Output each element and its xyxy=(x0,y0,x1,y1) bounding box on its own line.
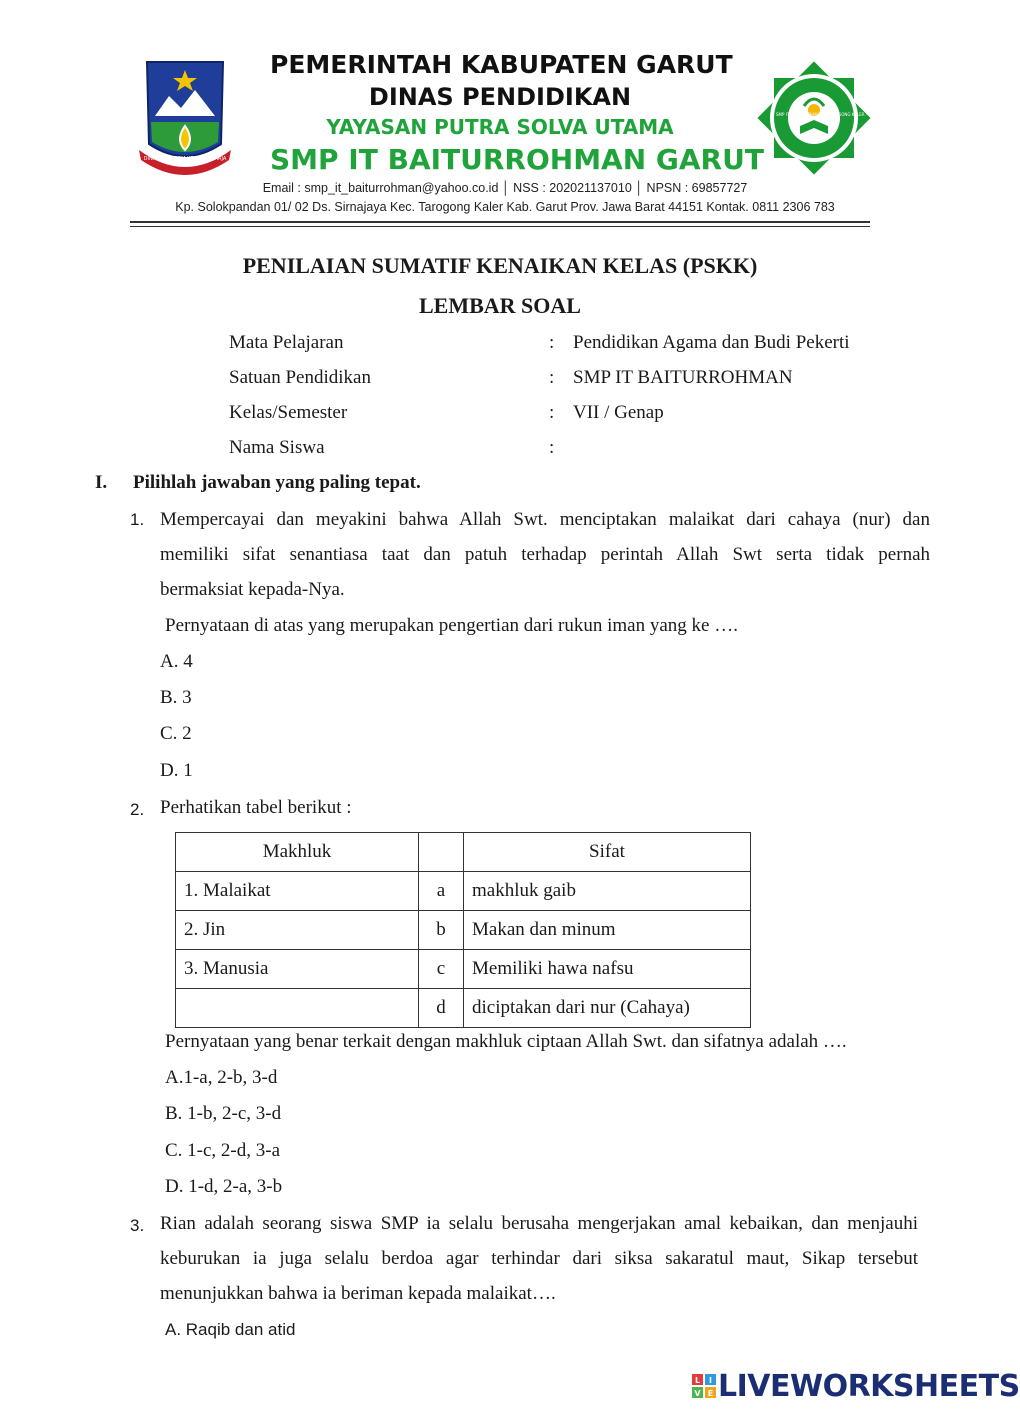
table-cell: c xyxy=(419,950,464,989)
question-number: 1. xyxy=(130,510,145,529)
section-numeral: I. xyxy=(95,472,108,493)
table-cell: 1. Malaikat xyxy=(176,872,419,911)
question-text-line: Rian adalah seorang siswa SMP ia selalu berusaha mengerjakan amal kebaikan, dan menjauhi xyxy=(160,1213,918,1234)
question-2-prompt: Pernyataan yang benar terkait dengan makhluk ciptaan Allah Swt. dan sifatnya adalah …. xyxy=(165,1031,847,1052)
question-1-prompt: Pernyataan di atas yang merupakan pengertian dari rukun iman yang ke …. xyxy=(165,615,738,636)
question-number: 3. xyxy=(130,1216,145,1235)
answer-option[interactable]: D. 1 xyxy=(160,760,193,781)
school-emblem-ring-text: SMP IT BAITURROHMAN · TAROGONG KALER · GARUT xyxy=(776,112,883,117)
table-header-row xyxy=(176,833,751,872)
question-3-text xyxy=(160,1206,918,1311)
student-name-field[interactable] xyxy=(573,437,853,461)
question-text-line: memiliki sifat senantiasa taat dan patuh terhadap perintah Allah Swt serta tidak pernah xyxy=(160,544,930,565)
answer-option[interactable]: A. Raqib dan atid xyxy=(165,1320,296,1339)
answer-option[interactable]: D. 1-d, 2-a, 3-b xyxy=(165,1176,283,1197)
answer-option[interactable]: C. 2 xyxy=(160,723,192,744)
table-cell: d xyxy=(419,989,464,1028)
table-cell: diciptakan dari nur (Cahaya) xyxy=(464,989,751,1028)
question-2-intro: Perhatikan tabel berikut : xyxy=(160,797,352,818)
letterhead-address-line: Kp. Solokpandan 01/ 02 Ds. Sirnajaya Kec. Tarogong Kaler Kab. Garut Prov. Jawa Barat 44151 Kontak. 0811 2306 783 xyxy=(175,200,835,214)
table-row xyxy=(176,950,751,989)
table-cell: Makan dan minum xyxy=(464,911,751,950)
table-row xyxy=(176,911,751,950)
letterhead-rule-thick xyxy=(130,221,870,223)
info-value-class: VII / Genap xyxy=(573,402,664,423)
question-text-line: keburukan ia juga selalu berdoa agar terhindar dari siksa sakaratul maut, Sikap tersebut xyxy=(160,1248,918,1269)
table-row xyxy=(176,872,751,911)
info-colon: : xyxy=(549,332,555,353)
info-label: Kelas/Semester xyxy=(229,402,348,423)
question-text-line: Mempercayai dan meyakini bahwa Allah Swt. menciptakan malaikat dari cahaya (nur) dan xyxy=(160,509,930,530)
table-cell: makhluk gaib xyxy=(464,872,751,911)
letterhead-department: DINAS PENDIDIKAN xyxy=(368,83,632,111)
answer-option[interactable]: A. 4 xyxy=(160,651,193,672)
table-cell: 3. Manusia xyxy=(176,950,419,989)
badge-letter: E xyxy=(707,1389,714,1398)
liveworksheets-watermark: LIVEWORKSHEETS xyxy=(718,1369,1020,1404)
question-1-text xyxy=(160,502,930,607)
question-text-line: bermaksiat kepada-Nya. xyxy=(160,579,345,600)
table-cell: 2. Jin xyxy=(176,911,419,950)
exam-title: PENILAIAN SUMATIF KENAIKAN KELAS (PSKK) xyxy=(242,253,758,278)
info-colon: : xyxy=(549,437,555,458)
table-cell: a xyxy=(419,872,464,911)
letterhead-government: PEMERINTAH KABUPATEN GARUT xyxy=(270,50,733,79)
table-row xyxy=(176,989,751,1028)
letterhead-contact-line: Email : smp_it_baiturrohman@yahoo.co.id │ NSS : 202021137010 │ NPSN : 69857727 xyxy=(262,181,748,195)
table-header-cell: Sifat xyxy=(464,833,751,872)
info-label: Mata Pelajaran xyxy=(229,332,344,353)
section-instruction: Pilihlah jawaban yang paling tepat. xyxy=(133,472,421,493)
crest-banner-motto: DINA TENGTREM KERTA RAHARJA xyxy=(143,156,227,162)
question-text-line: menunjukkan bahwa ia beriman kepada malaikat…. xyxy=(160,1283,556,1304)
info-value-school: SMP IT BAITURROHMAN xyxy=(573,367,793,388)
badge-letter: L xyxy=(694,1376,701,1385)
badge-letter: V xyxy=(694,1389,701,1398)
table-cell: Memiliki hawa nafsu xyxy=(464,950,751,989)
question-number: 2. xyxy=(130,800,145,819)
answer-option[interactable]: C. 1-c, 2-d, 3-a xyxy=(165,1140,281,1161)
table-cell: b xyxy=(419,911,464,950)
letterhead-school-name: SMP IT BAITURROHMAN GARUT xyxy=(270,143,764,176)
table-header-cell xyxy=(419,833,464,872)
exam-subtitle: LEMBAR SOAL xyxy=(419,293,581,318)
answer-option[interactable]: A.1-a, 2-b, 3-d xyxy=(165,1067,278,1088)
info-colon: : xyxy=(549,402,555,423)
answer-option[interactable]: B. 1-b, 2-c, 3-d xyxy=(165,1103,282,1124)
answer-option[interactable]: B. 3 xyxy=(160,687,192,708)
info-label: Nama Siswa xyxy=(229,437,325,458)
letterhead-rule-thin xyxy=(130,226,870,227)
liveworksheets-badge xyxy=(692,1374,716,1398)
letterhead-foundation: YAYASAN PUTRA SOLVA UTAMA xyxy=(326,115,674,139)
info-colon: : xyxy=(549,367,555,388)
table-cell xyxy=(176,989,419,1028)
table-header-cell: Makhluk xyxy=(176,833,419,872)
school-emblem-logo xyxy=(752,56,883,180)
info-label: Satuan Pendidikan xyxy=(229,367,371,388)
creature-traits-table xyxy=(175,832,751,1028)
badge-letter: I xyxy=(709,1376,712,1385)
info-value-subject: Pendidikan Agama dan Budi Pekerti xyxy=(573,332,850,353)
